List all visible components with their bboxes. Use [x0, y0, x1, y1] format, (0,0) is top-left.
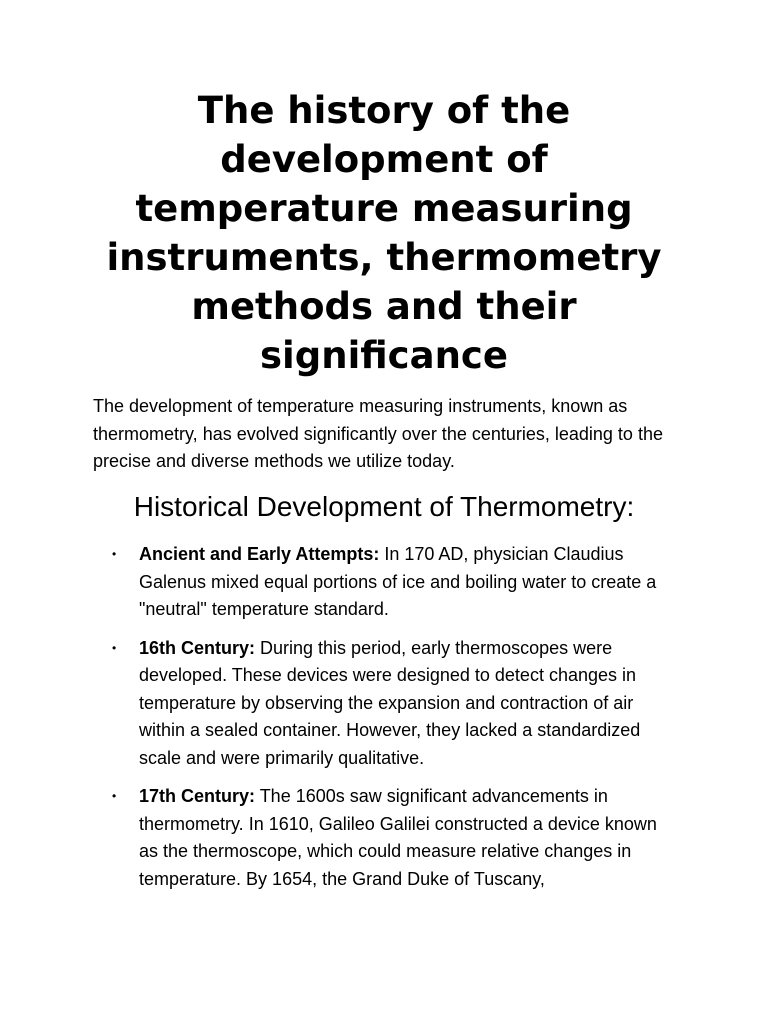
list-item-text: During this period, early thermoscopes were developed. These devices were designed to detect changes in temperature by observing the expansion and contraction of air within a sealed container. However, they lacked a standardized scale and were primarily qualitative.: [139, 637, 641, 768]
list-item-lead: 17th Century:: [139, 786, 256, 806]
list-item-text: In 170 AD, physician Claudius Galenus mixed equal portions of ice and boiling water to create a "neutral" temperature standard.: [139, 544, 657, 619]
document-title: The history of the development of temperature measuring instruments, thermometry methods and their significance: [106, 89, 662, 377]
intro-paragraph: The development of temperature measuring instruments, known as thermometry, has evolved significantly over the centuries, leading to the precise and diverse methods we utilize today.: [93, 396, 663, 471]
list-item-lead: Ancient and Early Attempts:: [139, 544, 380, 564]
list-item: [112, 635, 672, 773]
list-item-text: The 1600s saw significant advancements in thermometry. In 1610, Galileo Galilei constructed a device known as the thermoscope, which could measure relative changes in temperature. By 1654, the Grand Duke of Tuscany,: [139, 786, 657, 889]
section-heading: Historical Development of Thermometry:: [133, 491, 635, 522]
list-item-lead: 16th Century:: [139, 637, 256, 658]
bullet-icon: •: [112, 640, 117, 655]
bullet-icon: •: [112, 789, 117, 803]
bullet-icon: •: [112, 547, 117, 561]
history-list: [112, 541, 672, 904]
list-item: [112, 783, 672, 893]
list-item: [112, 541, 672, 624]
